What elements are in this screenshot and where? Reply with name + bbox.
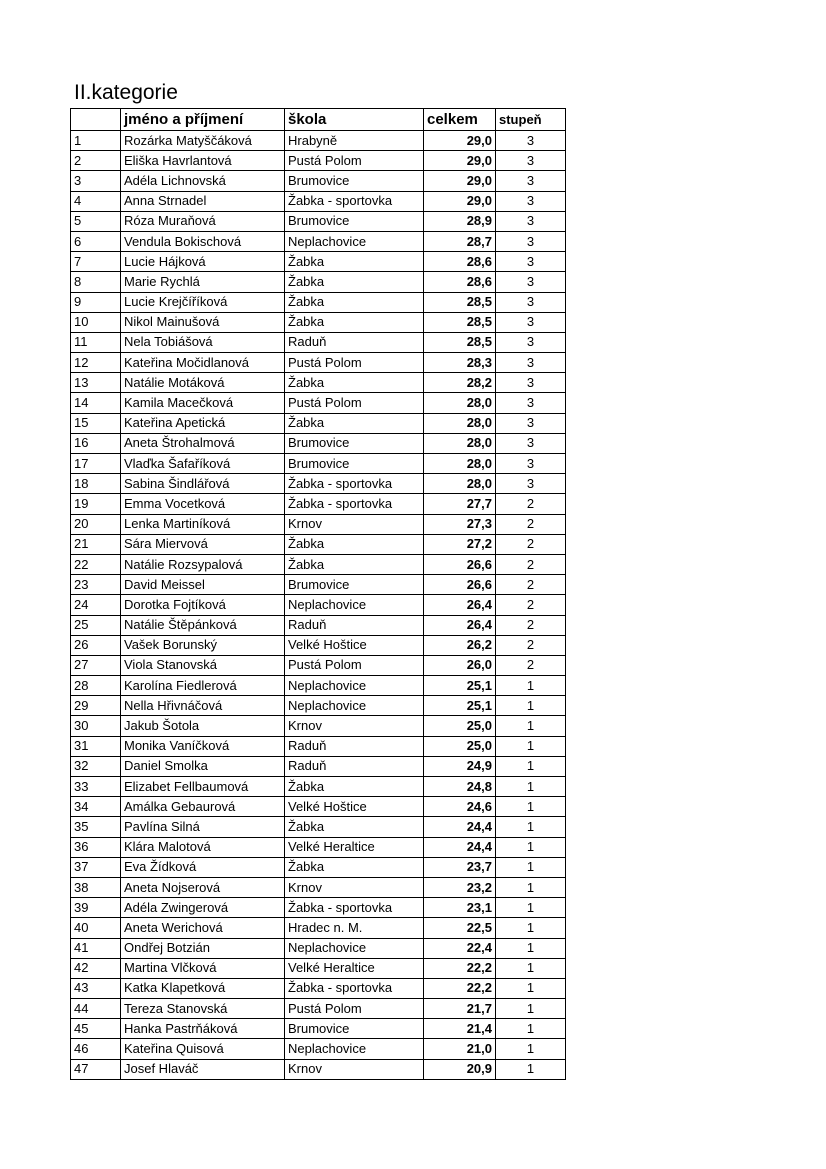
table-row (71, 999, 566, 1019)
total-cell: 28,0 (424, 393, 496, 413)
total-cell: 24,4 (424, 837, 496, 857)
level-cell: 3 (496, 393, 566, 413)
name-cell: Katka Klapetková (121, 978, 285, 998)
level-cell: 3 (496, 252, 566, 272)
level-cell: 3 (496, 131, 566, 151)
table-row (71, 756, 566, 776)
table-row (71, 171, 566, 191)
name-cell: Tereza Stanovská (121, 999, 285, 1019)
table-row (71, 151, 566, 171)
school-cell: Pustá Polom (285, 353, 424, 373)
total-cell: 26,6 (424, 554, 496, 574)
table-row (71, 272, 566, 292)
rank-cell: 20 (71, 514, 121, 534)
rank-cell: 32 (71, 756, 121, 776)
school-cell: Žabka (285, 373, 424, 393)
table-row (71, 332, 566, 352)
total-cell: 24,4 (424, 817, 496, 837)
name-cell: Aneta Štrohalmová (121, 433, 285, 453)
rank-cell: 47 (71, 1059, 121, 1079)
school-cell: Neplachovice (285, 231, 424, 251)
table-row (71, 514, 566, 534)
level-cell: 2 (496, 615, 566, 635)
total-cell: 28,3 (424, 353, 496, 373)
level-cell: 3 (496, 191, 566, 211)
school-cell: Žabka (285, 292, 424, 312)
name-cell: Aneta Nojserová (121, 877, 285, 897)
level-cell: 1 (496, 817, 566, 837)
total-cell: 27,7 (424, 494, 496, 514)
rank-cell: 13 (71, 373, 121, 393)
rank-cell: 12 (71, 353, 121, 373)
name-cell: Dorotka Fojtíková (121, 595, 285, 615)
table-row (71, 938, 566, 958)
rank-cell: 45 (71, 1019, 121, 1039)
level-cell: 3 (496, 151, 566, 171)
table-row (71, 575, 566, 595)
rank-cell: 14 (71, 393, 121, 413)
level-cell: 3 (496, 292, 566, 312)
level-cell: 3 (496, 433, 566, 453)
level-cell: 1 (496, 777, 566, 797)
rank-cell: 34 (71, 797, 121, 817)
total-cell: 27,2 (424, 534, 496, 554)
level-cell: 1 (496, 756, 566, 776)
rank-cell: 38 (71, 877, 121, 897)
level-cell: 1 (496, 857, 566, 877)
rank-cell: 30 (71, 716, 121, 736)
header-total: celkem (424, 109, 496, 131)
table-row (71, 191, 566, 211)
rank-cell: 10 (71, 312, 121, 332)
rank-cell: 19 (71, 494, 121, 514)
table-row (71, 454, 566, 474)
results-table (70, 108, 566, 1080)
rank-cell: 6 (71, 231, 121, 251)
name-cell: Amálka Gebaurová (121, 797, 285, 817)
table-row (71, 635, 566, 655)
level-cell: 3 (496, 332, 566, 352)
total-cell: 26,4 (424, 595, 496, 615)
school-cell: Pustá Polom (285, 393, 424, 413)
rank-cell: 29 (71, 696, 121, 716)
total-cell: 28,9 (424, 211, 496, 231)
level-cell: 1 (496, 918, 566, 938)
total-cell: 24,8 (424, 777, 496, 797)
table-row (71, 837, 566, 857)
school-cell: Krnov (285, 1059, 424, 1079)
school-cell: Neplachovice (285, 595, 424, 615)
school-cell: Krnov (285, 716, 424, 736)
total-cell: 24,6 (424, 797, 496, 817)
school-cell: Žabka (285, 272, 424, 292)
table-row (71, 797, 566, 817)
table-row (71, 696, 566, 716)
table-row (71, 231, 566, 251)
name-cell: Monika Vaníčková (121, 736, 285, 756)
rank-cell: 39 (71, 898, 121, 918)
total-cell: 25,1 (424, 676, 496, 696)
table-row (71, 655, 566, 675)
level-cell: 1 (496, 978, 566, 998)
school-cell: Velké Hoštice (285, 797, 424, 817)
school-cell: Brumovice (285, 454, 424, 474)
table-row (71, 817, 566, 837)
name-cell: Martina Vlčková (121, 958, 285, 978)
name-cell: Daniel Smolka (121, 756, 285, 776)
school-cell: Velké Heraltice (285, 837, 424, 857)
name-cell: Karolína Fiedlerová (121, 676, 285, 696)
total-cell: 29,0 (424, 191, 496, 211)
rank-cell: 2 (71, 151, 121, 171)
name-cell: Marie Rychlá (121, 272, 285, 292)
name-cell: Kamila Macečková (121, 393, 285, 413)
school-cell: Hrabyně (285, 131, 424, 151)
name-cell: Adéla Lichnovská (121, 171, 285, 191)
table-row (71, 1019, 566, 1039)
school-cell: Raduň (285, 736, 424, 756)
rank-cell: 28 (71, 676, 121, 696)
school-cell: Pustá Polom (285, 999, 424, 1019)
name-cell: Nela Tobiášová (121, 332, 285, 352)
rank-cell: 4 (71, 191, 121, 211)
total-cell: 23,1 (424, 898, 496, 918)
rank-cell: 37 (71, 857, 121, 877)
total-cell: 23,2 (424, 877, 496, 897)
school-cell: Brumovice (285, 1019, 424, 1039)
table-row (71, 312, 566, 332)
school-cell: Žabka (285, 534, 424, 554)
school-cell: Krnov (285, 514, 424, 534)
level-cell: 1 (496, 716, 566, 736)
level-cell: 3 (496, 312, 566, 332)
name-cell: Lucie Hájková (121, 252, 285, 272)
school-cell: Žabka (285, 413, 424, 433)
rank-cell: 21 (71, 534, 121, 554)
school-cell: Žabka (285, 817, 424, 837)
name-cell: Kateřina Quisová (121, 1039, 285, 1059)
total-cell: 29,0 (424, 151, 496, 171)
table-row (71, 978, 566, 998)
total-cell: 22,2 (424, 978, 496, 998)
rank-cell: 17 (71, 454, 121, 474)
school-cell: Žabka - sportovka (285, 898, 424, 918)
name-cell: Nikol Mainušová (121, 312, 285, 332)
level-cell: 2 (496, 655, 566, 675)
total-cell: 22,5 (424, 918, 496, 938)
header-rank (71, 109, 121, 131)
level-cell: 1 (496, 1039, 566, 1059)
total-cell: 28,5 (424, 292, 496, 312)
header-name: jméno a příjmení (121, 109, 285, 131)
school-cell: Žabka - sportovka (285, 191, 424, 211)
rank-cell: 15 (71, 413, 121, 433)
name-cell: Eva Žídková (121, 857, 285, 877)
level-cell: 3 (496, 373, 566, 393)
table-row (71, 595, 566, 615)
table-row (71, 373, 566, 393)
total-cell: 25,1 (424, 696, 496, 716)
rank-cell: 36 (71, 837, 121, 857)
table-row (71, 857, 566, 877)
name-cell: Natálie Štěpánková (121, 615, 285, 635)
table-row (71, 534, 566, 554)
school-cell: Žabka (285, 312, 424, 332)
name-cell: Aneta Werichová (121, 918, 285, 938)
rank-cell: 11 (71, 332, 121, 352)
school-cell: Velké Heraltice (285, 958, 424, 978)
school-cell: Žabka - sportovka (285, 978, 424, 998)
name-cell: Josef Hlaváč (121, 1059, 285, 1079)
name-cell: Kateřina Apetická (121, 413, 285, 433)
rank-cell: 9 (71, 292, 121, 312)
name-cell: Nella Hřivnáčová (121, 696, 285, 716)
name-cell: Róza Muraňová (121, 211, 285, 231)
name-cell: Kateřina Močidlanová (121, 353, 285, 373)
rank-cell: 27 (71, 655, 121, 675)
table-header-row (71, 109, 566, 131)
level-cell: 2 (496, 595, 566, 615)
table-row (71, 211, 566, 231)
total-cell: 28,2 (424, 373, 496, 393)
table-row (71, 474, 566, 494)
level-cell: 3 (496, 171, 566, 191)
name-cell: Natálie Motáková (121, 373, 285, 393)
rank-cell: 18 (71, 474, 121, 494)
school-cell: Raduň (285, 756, 424, 776)
total-cell: 28,5 (424, 332, 496, 352)
table-row (71, 877, 566, 897)
school-cell: Brumovice (285, 575, 424, 595)
total-cell: 26,4 (424, 615, 496, 635)
level-cell: 2 (496, 514, 566, 534)
rank-cell: 43 (71, 978, 121, 998)
rank-cell: 3 (71, 171, 121, 191)
school-cell: Žabka (285, 857, 424, 877)
school-cell: Krnov (285, 877, 424, 897)
rank-cell: 8 (71, 272, 121, 292)
school-cell: Žabka (285, 554, 424, 574)
total-cell: 28,0 (424, 413, 496, 433)
level-cell: 3 (496, 413, 566, 433)
school-cell: Neplachovice (285, 1039, 424, 1059)
rank-cell: 5 (71, 211, 121, 231)
total-cell: 28,6 (424, 272, 496, 292)
table-row (71, 131, 566, 151)
level-cell: 3 (496, 272, 566, 292)
table-row (71, 676, 566, 696)
total-cell: 24,9 (424, 756, 496, 776)
total-cell: 22,4 (424, 938, 496, 958)
level-cell: 1 (496, 797, 566, 817)
table-row (71, 716, 566, 736)
table-row (71, 252, 566, 272)
name-cell: Eliška Havrlantová (121, 151, 285, 171)
level-cell: 1 (496, 736, 566, 756)
total-cell: 26,0 (424, 655, 496, 675)
table-row (71, 736, 566, 756)
name-cell: Viola Stanovská (121, 655, 285, 675)
total-cell: 26,2 (424, 635, 496, 655)
school-cell: Žabka (285, 777, 424, 797)
level-cell: 2 (496, 494, 566, 514)
name-cell: Jakub Šotola (121, 716, 285, 736)
rank-cell: 25 (71, 615, 121, 635)
table-row (71, 353, 566, 373)
level-cell: 3 (496, 454, 566, 474)
total-cell: 20,9 (424, 1059, 496, 1079)
level-cell: 1 (496, 877, 566, 897)
name-cell: Elizabet Fellbaumová (121, 777, 285, 797)
results-table-body (71, 109, 566, 1080)
school-cell: Hradec n. M. (285, 918, 424, 938)
name-cell: Pavlína Silná (121, 817, 285, 837)
total-cell: 28,0 (424, 433, 496, 453)
level-cell: 2 (496, 575, 566, 595)
total-cell: 21,4 (424, 1019, 496, 1039)
school-cell: Pustá Polom (285, 151, 424, 171)
level-cell: 1 (496, 1059, 566, 1079)
rank-cell: 31 (71, 736, 121, 756)
total-cell: 29,0 (424, 171, 496, 191)
level-cell: 2 (496, 554, 566, 574)
school-cell: Raduň (285, 615, 424, 635)
level-cell: 3 (496, 474, 566, 494)
table-row (71, 554, 566, 574)
table-row (71, 1059, 566, 1079)
rank-cell: 33 (71, 777, 121, 797)
name-cell: Vašek Borunský (121, 635, 285, 655)
table-row (71, 777, 566, 797)
level-cell: 1 (496, 1019, 566, 1039)
rank-cell: 16 (71, 433, 121, 453)
school-cell: Pustá Polom (285, 655, 424, 675)
name-cell: Emma Vocetková (121, 494, 285, 514)
rank-cell: 46 (71, 1039, 121, 1059)
level-cell: 1 (496, 676, 566, 696)
level-cell: 1 (496, 837, 566, 857)
school-cell: Žabka - sportovka (285, 494, 424, 514)
total-cell: 28,0 (424, 474, 496, 494)
level-cell: 1 (496, 696, 566, 716)
rank-cell: 40 (71, 918, 121, 938)
rank-cell: 24 (71, 595, 121, 615)
name-cell: Hanka Pastrňáková (121, 1019, 285, 1039)
level-cell: 3 (496, 353, 566, 373)
table-row (71, 898, 566, 918)
total-cell: 25,0 (424, 736, 496, 756)
name-cell: Klára Malotová (121, 837, 285, 857)
table-row (71, 433, 566, 453)
level-cell: 3 (496, 231, 566, 251)
total-cell: 28,7 (424, 231, 496, 251)
school-cell: Neplachovice (285, 676, 424, 696)
total-cell: 28,0 (424, 454, 496, 474)
level-cell: 2 (496, 534, 566, 554)
name-cell: Natálie Rozsypalová (121, 554, 285, 574)
table-row (71, 615, 566, 635)
rank-cell: 22 (71, 554, 121, 574)
header-school: škola (285, 109, 424, 131)
school-cell: Velké Hoštice (285, 635, 424, 655)
table-row (71, 292, 566, 312)
school-cell: Raduň (285, 332, 424, 352)
school-cell: Neplachovice (285, 696, 424, 716)
name-cell: Vendula Bokischová (121, 231, 285, 251)
name-cell: Rozárka Matyščáková (121, 131, 285, 151)
table-row (71, 958, 566, 978)
name-cell: Anna Strnadel (121, 191, 285, 211)
total-cell: 23,7 (424, 857, 496, 877)
total-cell: 21,0 (424, 1039, 496, 1059)
level-cell: 2 (496, 635, 566, 655)
name-cell: Sára Miervová (121, 534, 285, 554)
header-level: stupeň (496, 109, 566, 131)
rank-cell: 26 (71, 635, 121, 655)
total-cell: 29,0 (424, 131, 496, 151)
name-cell: Adéla Zwingerová (121, 898, 285, 918)
name-cell: Lenka Martiníková (121, 514, 285, 534)
school-cell: Neplachovice (285, 938, 424, 958)
total-cell: 28,6 (424, 252, 496, 272)
table-row (71, 393, 566, 413)
rank-cell: 1 (71, 131, 121, 151)
total-cell: 25,0 (424, 716, 496, 736)
table-row (71, 494, 566, 514)
school-cell: Brumovice (285, 171, 424, 191)
name-cell: Ondřej Botzián (121, 938, 285, 958)
rank-cell: 44 (71, 999, 121, 1019)
total-cell: 26,6 (424, 575, 496, 595)
rank-cell: 41 (71, 938, 121, 958)
name-cell: Lucie Krejčíříková (121, 292, 285, 312)
total-cell: 28,5 (424, 312, 496, 332)
level-cell: 1 (496, 958, 566, 978)
table-row (71, 918, 566, 938)
school-cell: Žabka - sportovka (285, 474, 424, 494)
level-cell: 1 (496, 999, 566, 1019)
rank-cell: 7 (71, 252, 121, 272)
school-cell: Brumovice (285, 433, 424, 453)
total-cell: 22,2 (424, 958, 496, 978)
total-cell: 27,3 (424, 514, 496, 534)
school-cell: Žabka (285, 252, 424, 272)
total-cell: 21,7 (424, 999, 496, 1019)
rank-cell: 35 (71, 817, 121, 837)
page-title: II.kategorie (74, 81, 178, 104)
rank-cell: 23 (71, 575, 121, 595)
rank-cell: 42 (71, 958, 121, 978)
level-cell: 3 (496, 211, 566, 231)
table-row (71, 413, 566, 433)
name-cell: David Meissel (121, 575, 285, 595)
name-cell: Vlaďka Šafaříková (121, 454, 285, 474)
table-row (71, 1039, 566, 1059)
level-cell: 1 (496, 898, 566, 918)
name-cell: Sabina Šindlářová (121, 474, 285, 494)
school-cell: Brumovice (285, 211, 424, 231)
level-cell: 1 (496, 938, 566, 958)
